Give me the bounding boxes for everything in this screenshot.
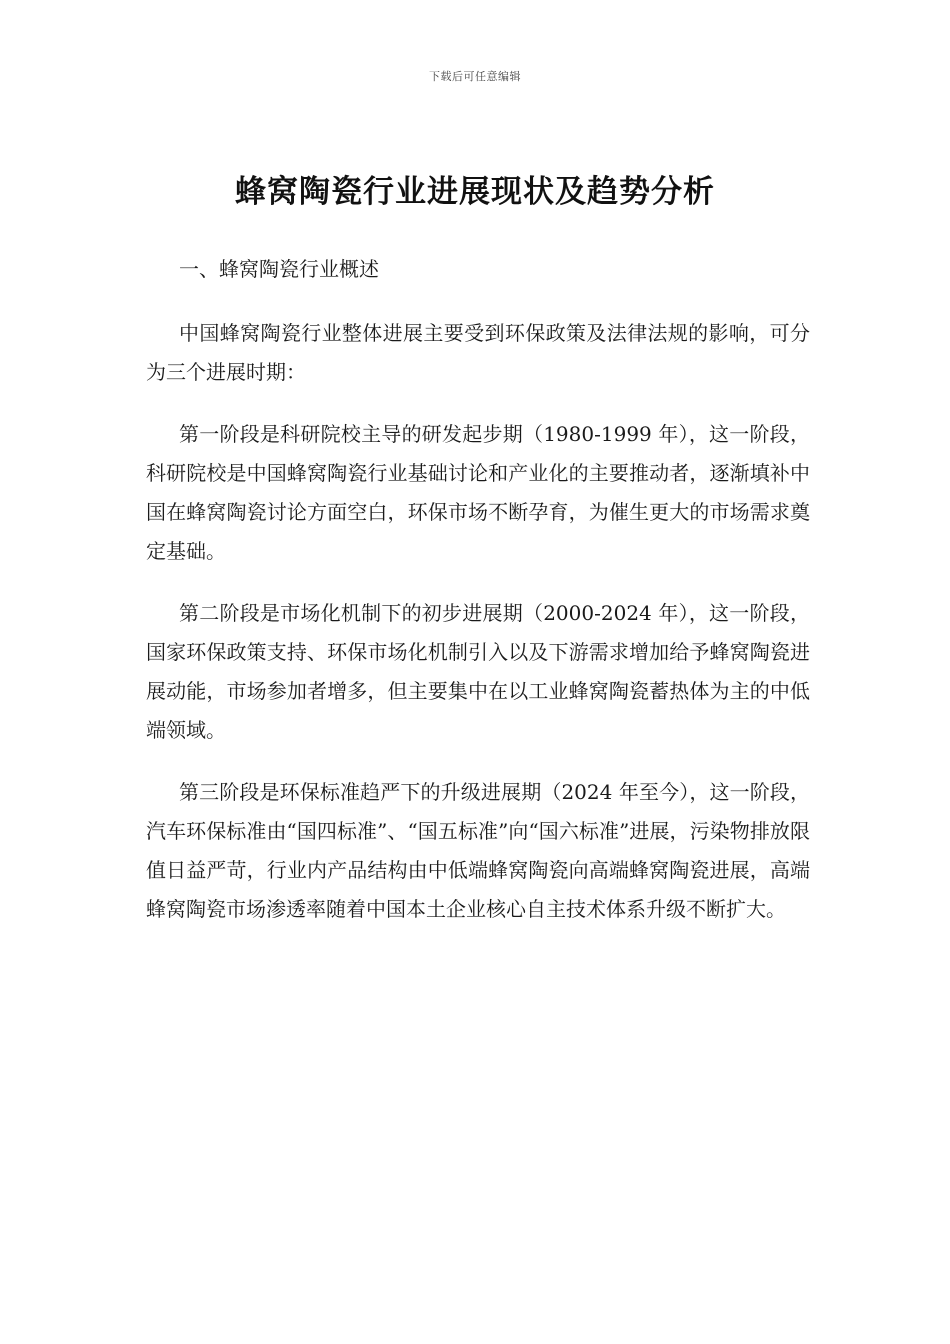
section-heading: 一、蜂窝陶瓷行业概述: [179, 257, 379, 281]
document-title: 蜂窝陶瓷行业进展现状及趋势分析: [235, 174, 715, 210]
paragraph-stage-1: 第一阶段是科研院校主导的研发起步期（1980-1999 年），这一阶段，科研院校是中国蜂窝陶瓷行业基础讨论和产业化的主要推动者，逐渐填补中国在蜂窝陶瓷讨论方面空白，环保市场不断孕育，为催生更大的市场需求奠定基础。: [146, 422, 810, 563]
paragraph-stage-2: 第二阶段是市场化机制下的初步进展期（2000-2024 年），这一阶段，国家环保政策支持、环保市场化机制引入以及下游需求增加给予蜂窝陶瓷进展动能，市场参加者增多，但主要集中在以工业蜂窝陶瓷蓄热体为主的中低端领域。: [146, 601, 810, 742]
header-note: 下载后可任意编辑: [429, 70, 521, 83]
paragraph-intro: 中国蜂窝陶瓷行业整体进展主要受到环保政策及法律法规的影响，可分为三个进展时期：: [146, 321, 810, 384]
document-body: [146, 250, 810, 952]
paragraph-stage-3: 第三阶段是环保标准趋严下的升级进展期（2024 年至今），这一阶段，汽车环保标准由“国四标准”、“国五标准”向“国六标准”进展，污染物排放限值日益严苛，行业内产品结构由中低端蜂窝陶瓷向高端蜂窝陶瓷进展，高端蜂窝陶瓷市场渗透率随着中国本土企业核心自主技术体系升级不断扩大。: [146, 780, 810, 921]
